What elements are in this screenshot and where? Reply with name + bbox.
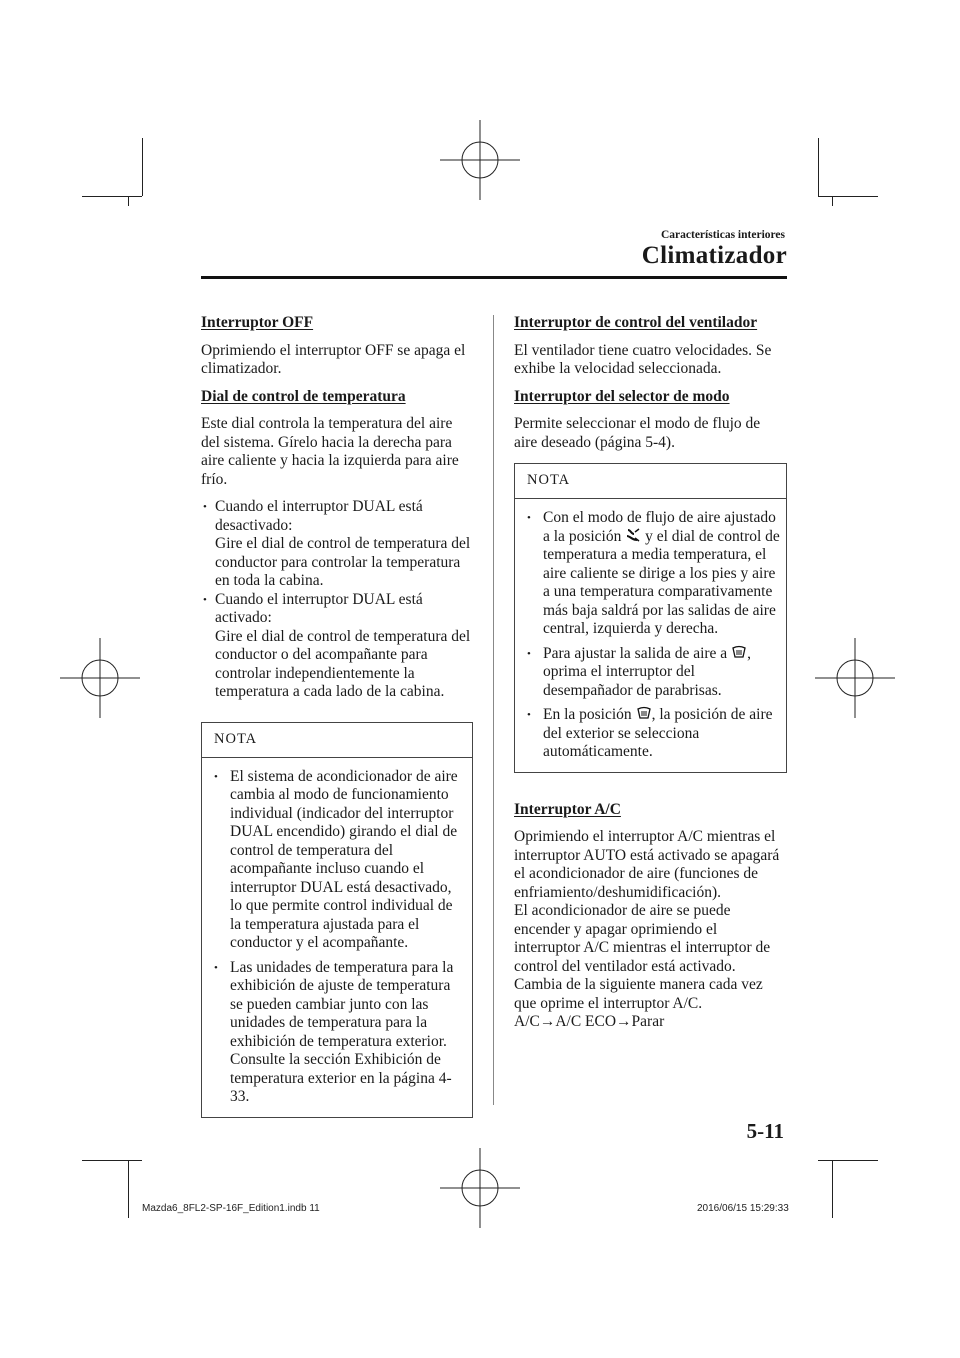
page-title: Climatizador (641, 242, 787, 269)
registration-mark-top (440, 120, 520, 200)
footer-file: Mazda6_8FL2-SP-16F_Edition1.indb 11 (142, 1203, 320, 1214)
defroster-icon (636, 706, 652, 720)
list-item: • El sistema de acondicionador de aire cambia al modo de funcionamiento individual (indicador del interruptor DUAL encendido) girando el dial de control de temperatura del acompañante incluso cuando el interruptor DUAL está desactivado, lo que permite control individual de la temperatura ajustada para el conductor y el acompañante. (202, 768, 472, 953)
left-column (201, 314, 473, 1118)
list-item: • Para ajustar la salida de aire a , oprima el interruptor del desempañador de parabrisas. (515, 645, 786, 701)
nota-box-right (514, 463, 787, 773)
list-item: • Con el modo de flujo de aire ajustado a la posición y el dial de control de temperatura a media temperatura, el aire caliente se dirige a los pies y aire a una temperatura comparativamente más baja saldrá por las salidas de aire central, izquierda y derecha. (515, 509, 786, 639)
list-item: • Cuando el interruptor DUAL está desactivado: Gire el dial de control de temperatura del conductor para controlar la temperatura en toda la cabina. (203, 498, 473, 591)
ac-text: Oprimiendo el interruptor A/C mientras el interruptor AUTO está activado se apagará el acondicionador de aire (funciones de enfriamiento/deshumidificación). (514, 828, 780, 901)
ac-heading: Interruptor A/C (514, 800, 621, 818)
right-column (514, 314, 787, 1032)
ac-text: El acondicionador de aire se puede encender y apagar oprimiendo el interruptor A/C mientras el interruptor de control del ventilador está activado. (514, 902, 771, 975)
off-text: Oprimiendo el interruptor OFF se apaga el climatizador. (201, 341, 466, 377)
page-number: 5-11 (746, 1119, 784, 1143)
ac-text: Cambia de la siguiente manera cada vez que oprime el interruptor A/C. (514, 976, 763, 1012)
dual-bullet-list (203, 498, 473, 702)
list-item: • Cuando el interruptor DUAL está activado: Gire el dial de control de temperatura del conductor o del acompañante para controlar independientemente la temperatura a cada lado de la cabina. (203, 591, 473, 702)
footer-timestamp: 2016/06/15 15:29:33 (697, 1203, 789, 1214)
section-label: Características interiores (660, 229, 785, 241)
mode-text: Permite seleccionar el modo de flujo de aire deseado (página 5-4). (514, 415, 761, 451)
registration-mark-bottom (440, 1148, 520, 1228)
list-item: • Las unidades de temperatura para la exhibición de ajuste de temperatura se pueden cambiar junto con las unidades de temperatura para la exhibición de temperatura exterior. Consulte la sección Exhibición de temperatura exterior en la página 4-33. (202, 959, 472, 1107)
list-item: • En la posición , la posición de aire del exterior se selecciona automáticamente. (515, 706, 786, 762)
nota-box-left (201, 722, 473, 1118)
nota-title: NOTA (214, 730, 258, 747)
registration-mark-right (815, 638, 895, 718)
floor-vent-icon (625, 528, 641, 542)
mode-heading: Interruptor del selector de modo (514, 387, 730, 405)
header-rule (201, 276, 787, 279)
ac-sequence: A/C→A/C ECO→Parar (514, 1013, 665, 1030)
nota-list (515, 509, 786, 762)
fan-text: El ventilador tiene cuatro velocidades. Se exhibe la velocidad seleccionada. (514, 341, 772, 377)
registration-mark-left (60, 638, 140, 718)
dial-heading: Dial de control de temperatura (201, 387, 406, 405)
defroster-icon (731, 645, 747, 659)
fan-heading: Interruptor de control del ventilador (514, 314, 758, 331)
nota-title: NOTA (527, 472, 571, 488)
column-divider (493, 315, 494, 1105)
nota-list (202, 768, 472, 1107)
dial-text: Este dial controla la temperatura del aire del sistema. Gírelo hacia la derecha para aire caliente y hacia la izquierda para aire frío. (201, 415, 459, 488)
off-heading: Interruptor OFF (201, 314, 314, 331)
